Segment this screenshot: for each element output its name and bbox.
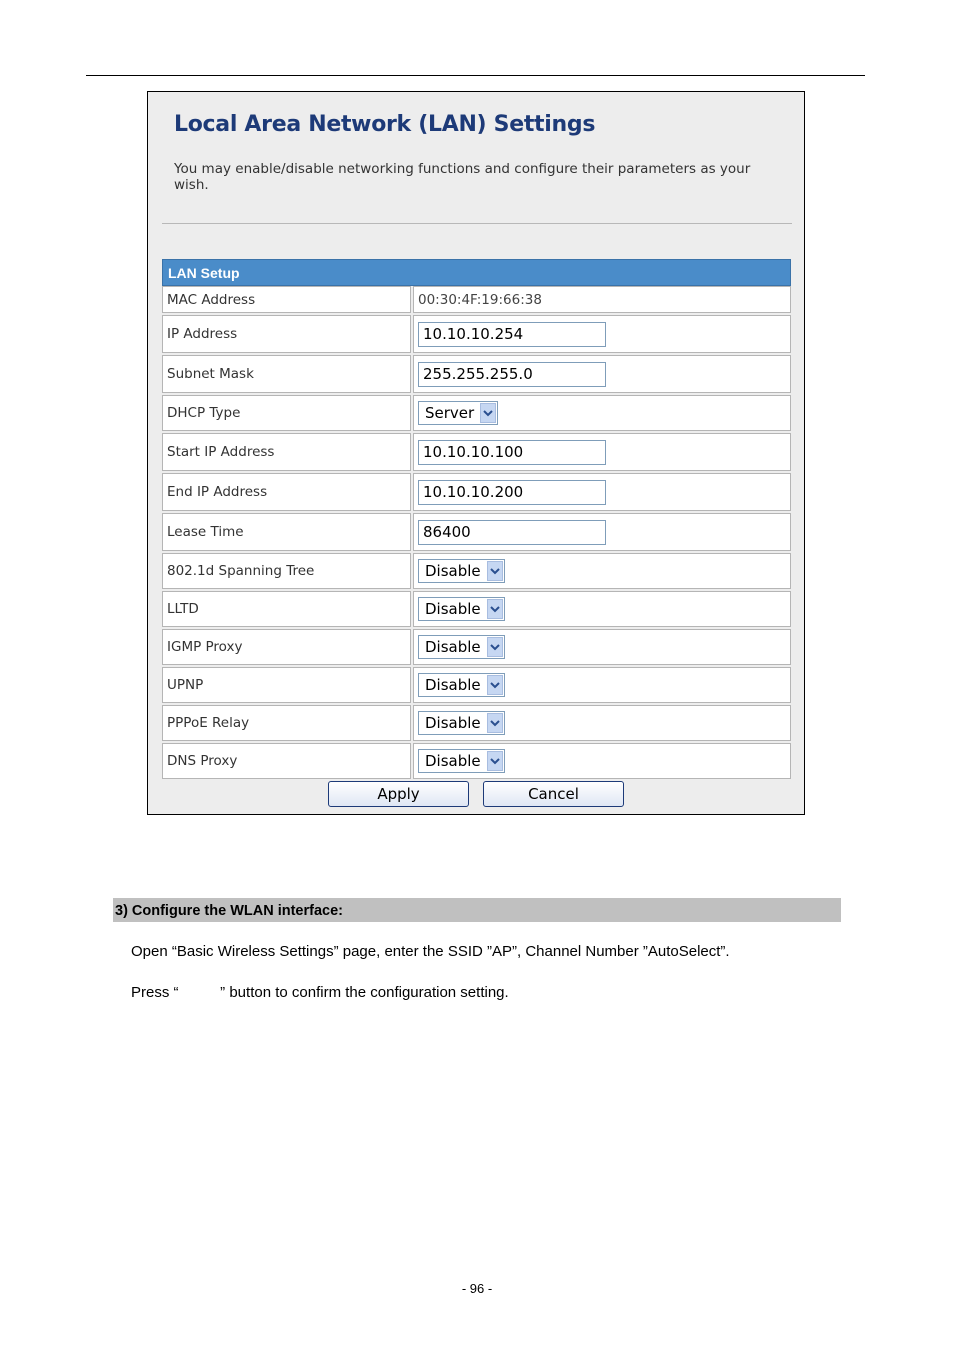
row-value-cell	[413, 591, 791, 627]
row-value-cell	[413, 286, 791, 313]
text-field[interactable]: 255.255.255.0	[418, 362, 606, 387]
row-label: Subnet Mask	[162, 355, 411, 393]
table-row	[162, 315, 791, 355]
table-row	[162, 705, 791, 743]
row-label: UPNP	[162, 667, 411, 703]
chevron-down-icon[interactable]	[487, 751, 503, 771]
cancel-button[interactable]: Cancel	[483, 781, 624, 807]
table-row	[162, 629, 791, 667]
row-label: IGMP Proxy	[162, 629, 411, 665]
page-number: - 96 -	[461, 1281, 493, 1296]
table-row	[162, 286, 791, 315]
section-heading: 3) Configure the WLAN interface:	[113, 898, 841, 922]
dropdown-select[interactable]	[418, 597, 505, 621]
row-label: End IP Address	[162, 473, 411, 511]
select-value: Disable	[425, 676, 481, 694]
select-value: Server	[425, 404, 475, 422]
row-label: IP Address	[162, 315, 411, 353]
table-row	[162, 433, 791, 473]
dropdown-select[interactable]	[418, 635, 505, 659]
row-value-cell	[413, 473, 791, 511]
table-row	[162, 743, 791, 781]
row-label: PPPoE Relay	[162, 705, 411, 741]
select-value: Disable	[425, 562, 481, 580]
row-value-cell	[413, 355, 791, 393]
chevron-down-icon[interactable]	[480, 403, 496, 423]
row-value-cell	[413, 395, 791, 431]
table-row	[162, 473, 791, 513]
chevron-down-icon[interactable]	[487, 713, 503, 733]
page-title: Local Area Network (LAN) Settings	[174, 112, 596, 137]
text-field[interactable]: 86400	[418, 520, 606, 545]
select-value: Disable	[425, 638, 481, 656]
row-label: DNS Proxy	[162, 743, 411, 779]
select-value: Disable	[425, 714, 481, 732]
chevron-down-icon[interactable]	[487, 637, 503, 657]
row-value-cell	[413, 705, 791, 741]
chevron-down-icon[interactable]	[487, 599, 503, 619]
dropdown-select[interactable]	[418, 749, 505, 773]
chevron-down-icon[interactable]	[487, 561, 503, 581]
row-value-cell	[413, 743, 791, 779]
row-value-cell	[413, 433, 791, 471]
table-row	[162, 591, 791, 629]
row-value-cell	[413, 629, 791, 665]
page-description: You may enable/disable networking functions and configure their parameters as your wish.	[174, 161, 751, 193]
lan-setup-rows	[162, 286, 791, 781]
dropdown-select[interactable]	[418, 559, 505, 583]
lan-setup-table	[162, 259, 791, 781]
table-row	[162, 395, 791, 433]
select-value: Disable	[425, 600, 481, 618]
row-value-cell	[413, 667, 791, 703]
table-row	[162, 667, 791, 705]
title-divider	[162, 223, 792, 224]
instruction-paragraph: Open “Basic Wireless Settings” page, enter the SSID ”AP”, Channel Number ”AutoSelect”.	[131, 943, 730, 960]
row-label: LLTD	[162, 591, 411, 627]
header-rule	[86, 75, 865, 76]
dropdown-select[interactable]	[418, 673, 505, 697]
dropdown-select[interactable]	[418, 401, 498, 425]
row-value-cell	[413, 315, 791, 353]
row-value-cell	[413, 513, 791, 551]
lan-settings-screenshot	[147, 91, 805, 815]
row-label: Start IP Address	[162, 433, 411, 471]
row-label: Lease Time	[162, 513, 411, 551]
chevron-down-icon[interactable]	[487, 675, 503, 695]
apply-button[interactable]: Apply	[328, 781, 469, 807]
row-label: DHCP Type	[162, 395, 411, 431]
table-row	[162, 355, 791, 395]
text-field[interactable]: 10.10.10.254	[418, 322, 606, 347]
lan-setup-header: LAN Setup	[162, 259, 791, 286]
table-row	[162, 513, 791, 553]
select-value: Disable	[425, 752, 481, 770]
row-label: 802.1d Spanning Tree	[162, 553, 411, 589]
form-buttons	[148, 781, 804, 807]
table-row	[162, 553, 791, 591]
dropdown-select[interactable]	[418, 711, 505, 735]
row-label: MAC Address	[162, 286, 411, 313]
instruction-paragraph-press: Press “ ” button to confirm the configuration setting.	[131, 984, 509, 1001]
row-value-cell	[413, 553, 791, 589]
text-field[interactable]: 10.10.10.100	[418, 440, 606, 465]
mac-address-value: 00:30:4F:19:66:38	[418, 291, 542, 308]
text-field[interactable]: 10.10.10.200	[418, 480, 606, 505]
